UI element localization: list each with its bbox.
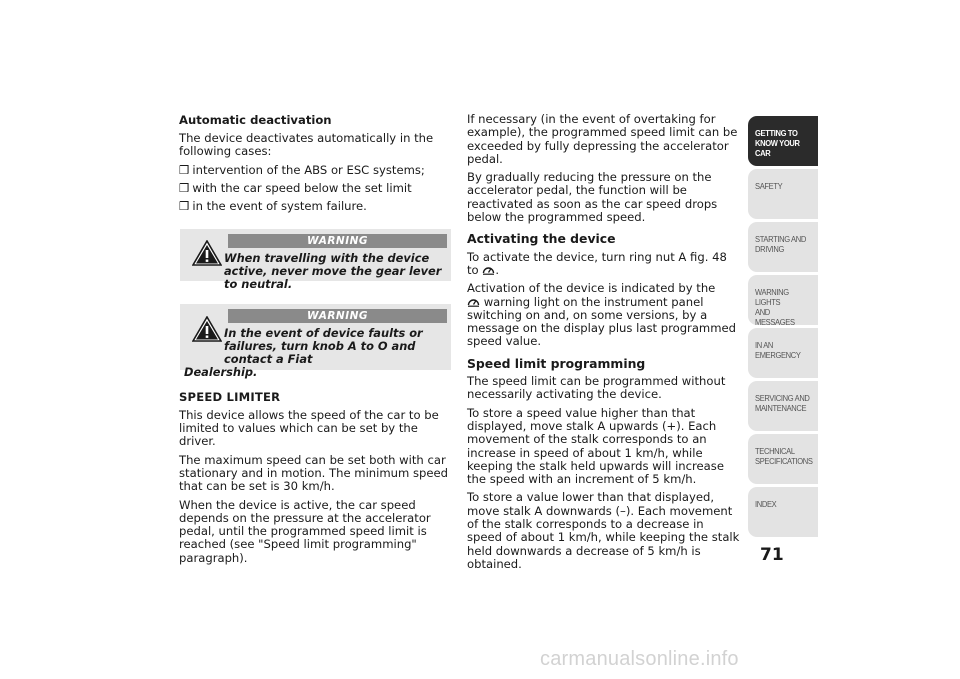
activation-indicator-paragraph: Activation of the device is indicated by the warning light on the instrument panel switching on and, on some versions, by a message on the display plus last programmed speed value. — [467, 281, 737, 349]
programming-paragraph: To store a speed value higher than that displayed, move stalk A upwards (+). Each movement of the stalk corresponds to an increase in speed of about 1 km/h, while keeping the stalk held upwards will increase the speed with an increment of 5 km/h. — [467, 405, 724, 487]
programming-paragraph: To store a value lower than that displayed, move stalk A downwards (–). Each movement of the stalk corresponds to a decrease in speed of about 1 km/h, while keeping the stalk held downwards a decrease of 5 km/h is obtained. — [467, 490, 740, 571]
checkbox-icon: ❒ — [179, 162, 190, 177]
tab-index[interactable]: INDEX — [748, 487, 820, 537]
warning-box-gear-lever — [180, 229, 451, 292]
speed-limiter-heading: SPEED LIMITER — [179, 390, 281, 405]
automatic-deactivation-intro: The device deactivates automatically in the following cases: — [179, 131, 434, 159]
checkbox-icon: ❒ — [179, 199, 190, 214]
tab-getting-to-know-your-car[interactable]: GETTING TO KNOW YOUR CAR — [748, 116, 820, 166]
tab-starting-and-driving[interactable]: STARTING AND DRIVING — [748, 222, 820, 272]
tab-warning-lights-and-messages[interactable]: WARNING LIGHTS AND MESSAGES — [748, 275, 820, 325]
warning-box-device-faults — [180, 304, 451, 380]
overtaking-paragraph: If necessary (in the event of overtaking for example), the programmed speed limit can be exceeded by fully depressing the accelerator pedal. — [467, 112, 738, 166]
bullet-item: ❒ intervention of the ABS or ESC systems; — [179, 162, 425, 177]
page-number: 71 — [760, 545, 784, 565]
speed-limiter-paragraph: This device allows the speed of the car to be limited to values which can be set by the driver. — [179, 407, 439, 449]
bullet-item: ❒ with the car speed below the set limit — [179, 180, 412, 195]
tab-servicing-and-maintenance[interactable]: SERVICING AND MAINTENANCE — [748, 381, 820, 431]
checkbox-icon: ❒ — [179, 180, 190, 195]
warning-text-continued: Dealership. — [184, 365, 258, 380]
speed-limiter-icon — [482, 264, 495, 275]
tab-technical-specifications[interactable]: TECHNICAL SPECIFICATIONS — [748, 434, 820, 484]
programming-paragraph: The speed limit can be programmed without necessarily activating the device. — [467, 374, 726, 402]
speed-limit-programming-heading: Speed limit programming — [467, 355, 646, 371]
chapter-tabs — [748, 116, 820, 540]
speed-limiter-icon — [467, 296, 480, 307]
tab-safety[interactable]: SAFETY — [748, 169, 820, 219]
warning-label: WARNING — [228, 309, 447, 323]
warning-triangle-icon — [192, 240, 222, 266]
tab-in-an-emergency[interactable]: IN AN EMERGENCY — [748, 328, 820, 378]
left-column — [179, 113, 452, 570]
speed-limiter-paragraph: The maximum speed can be set both with car stationary and in motion. The minimum speed that can be set is 30 km/h. — [179, 452, 449, 494]
activating-device-heading: Activating the device — [467, 231, 616, 247]
speed-limiter-paragraph: When the device is active, the car speed depends on the pressure at the accelerator pedal, until the programmed speed limit is reached (see "Speed limit programming" paragraph). — [179, 497, 431, 565]
reactivation-paragraph: By gradually reducing the pressure on the accelerator pedal, the function will be reactivated as soon as the car speed drops below the programmed speed. — [467, 170, 718, 225]
warning-text: In the event of device faults or failures, turn knob A to O and contact a Fiat — [224, 326, 423, 367]
watermark: carmanualsonline.info — [540, 648, 739, 670]
bullet-item: ❒ in the event of system failure. — [179, 199, 367, 214]
automatic-deactivation-heading: Automatic deactivation — [179, 113, 332, 127]
warning-label: WARNING — [228, 234, 447, 248]
warning-triangle-icon — [192, 316, 222, 342]
activating-paragraph: To activate the device, turn ring nut A fig. 48 to . — [467, 249, 727, 277]
right-column — [467, 113, 740, 576]
warning-text: When travelling with the device active, never move the gear lever to neutral. — [224, 251, 442, 292]
